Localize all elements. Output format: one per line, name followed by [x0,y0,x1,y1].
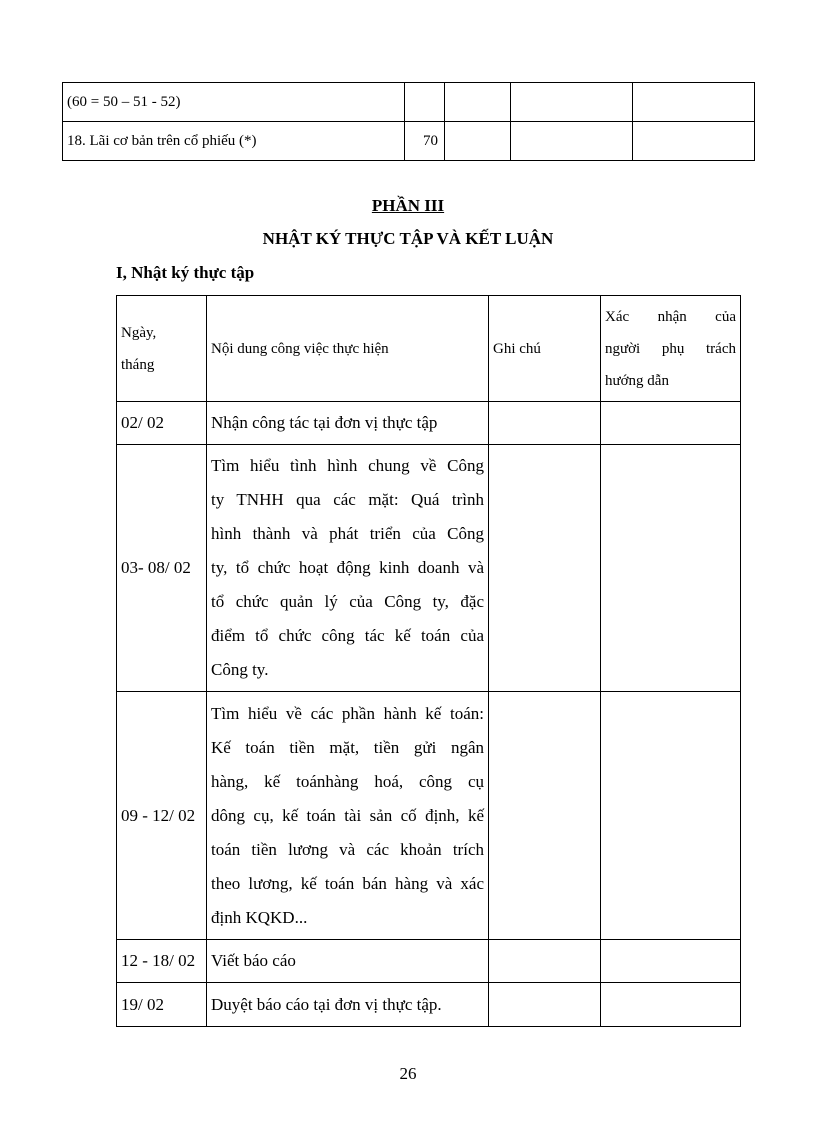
row-date: 09 - 12/ 02 [117,692,207,940]
internship-diary-table [116,295,741,1027]
row-content [207,983,489,1027]
row-note [489,445,601,692]
table-row [117,402,741,445]
header-date-line2: tháng [121,356,155,373]
row-code [405,83,445,122]
row-note [489,402,601,445]
content-line: Duyệt báo cáo tại đơn vị thực tập. [211,994,442,1014]
header-date-line1: Ngày, [121,324,157,341]
row-content [207,940,489,983]
empty-cell [511,83,633,122]
content-line: ty, tổ chức hoạt động kinh doanh và [211,558,484,577]
table-row [117,940,741,983]
header-confirm-line2: người phụ trách [605,340,736,357]
content-line: Viết báo cáo [211,951,296,970]
table-row [117,692,741,940]
row-date: 12 - 18/ 02 [117,940,207,983]
content-line: định KQKD... [211,907,308,927]
table-row [63,122,755,161]
header-content: Nội dung công việc thực hiện [207,296,489,402]
content-line: toán tiền lương và các khoản trích [211,839,484,859]
header-confirm-line3: hướng dẫn [605,372,669,389]
content-line: Tìm hiểu về các phần hành kế toán: [211,703,484,723]
part-title: PHẦN III [371,196,445,215]
content-line: dông cụ, kế toán tài sản cố định, kế [211,805,484,825]
row-note [489,983,601,1027]
row-confirm [601,692,741,940]
row-date: 03- 08/ 02 [117,445,207,692]
content-line: điểm tổ chức công tác kế toán của [211,626,484,645]
row-label: 18. Lãi cơ bản trên cổ phiếu (*) [63,122,405,161]
page-number: 26 [399,1064,417,1083]
content-line: Kế toán tiền mặt, tiền gửi ngân [211,737,484,757]
header-date [117,296,207,402]
content-line: theo lương, kế toán bán hàng và xác [211,873,484,893]
part-subtitle: NHẬT KÝ THỰC TẬP VÀ KẾT LUẬN [262,229,554,248]
empty-cell [445,83,511,122]
header-confirm-line1: Xác nhận của [605,308,736,325]
row-label: (60 = 50 – 51 - 52) [63,83,405,122]
row-confirm [601,402,741,445]
row-note [489,692,601,940]
financial-table-continuation [62,82,755,161]
content-line: tổ chức quản lý của Công ty, đặc [211,592,484,611]
content-line: Tìm hiểu tình hình chung về Công [211,456,484,475]
content-line: hàng, kế toánhàng hoá, công cụ [211,771,484,791]
header-confirm [601,296,741,402]
table-row [117,445,741,692]
content-line: Nhận công tác tại đơn vị thực tập [211,413,438,432]
content-line: Công ty. [211,660,269,679]
row-confirm [601,940,741,983]
row-content [207,692,489,940]
header-note: Ghi chú [489,296,601,402]
row-content [207,402,489,445]
table-row [117,983,741,1027]
row-confirm [601,445,741,692]
table-row [63,83,755,122]
empty-cell [445,122,511,161]
row-date: 19/ 02 [117,983,207,1027]
row-note [489,940,601,983]
content-line: ty TNHH qua các mặt: Quá trình [211,490,484,509]
row-date: 02/ 02 [117,402,207,445]
empty-cell [633,83,755,122]
row-code: 70 [405,122,445,161]
content-line: hình thành và phát triển của Công [211,524,484,543]
empty-cell [633,122,755,161]
row-confirm [601,983,741,1027]
section-heading: I, Nhật ký thực tập [116,263,255,282]
table-header-row [117,296,741,402]
empty-cell [511,122,633,161]
row-content [207,445,489,692]
